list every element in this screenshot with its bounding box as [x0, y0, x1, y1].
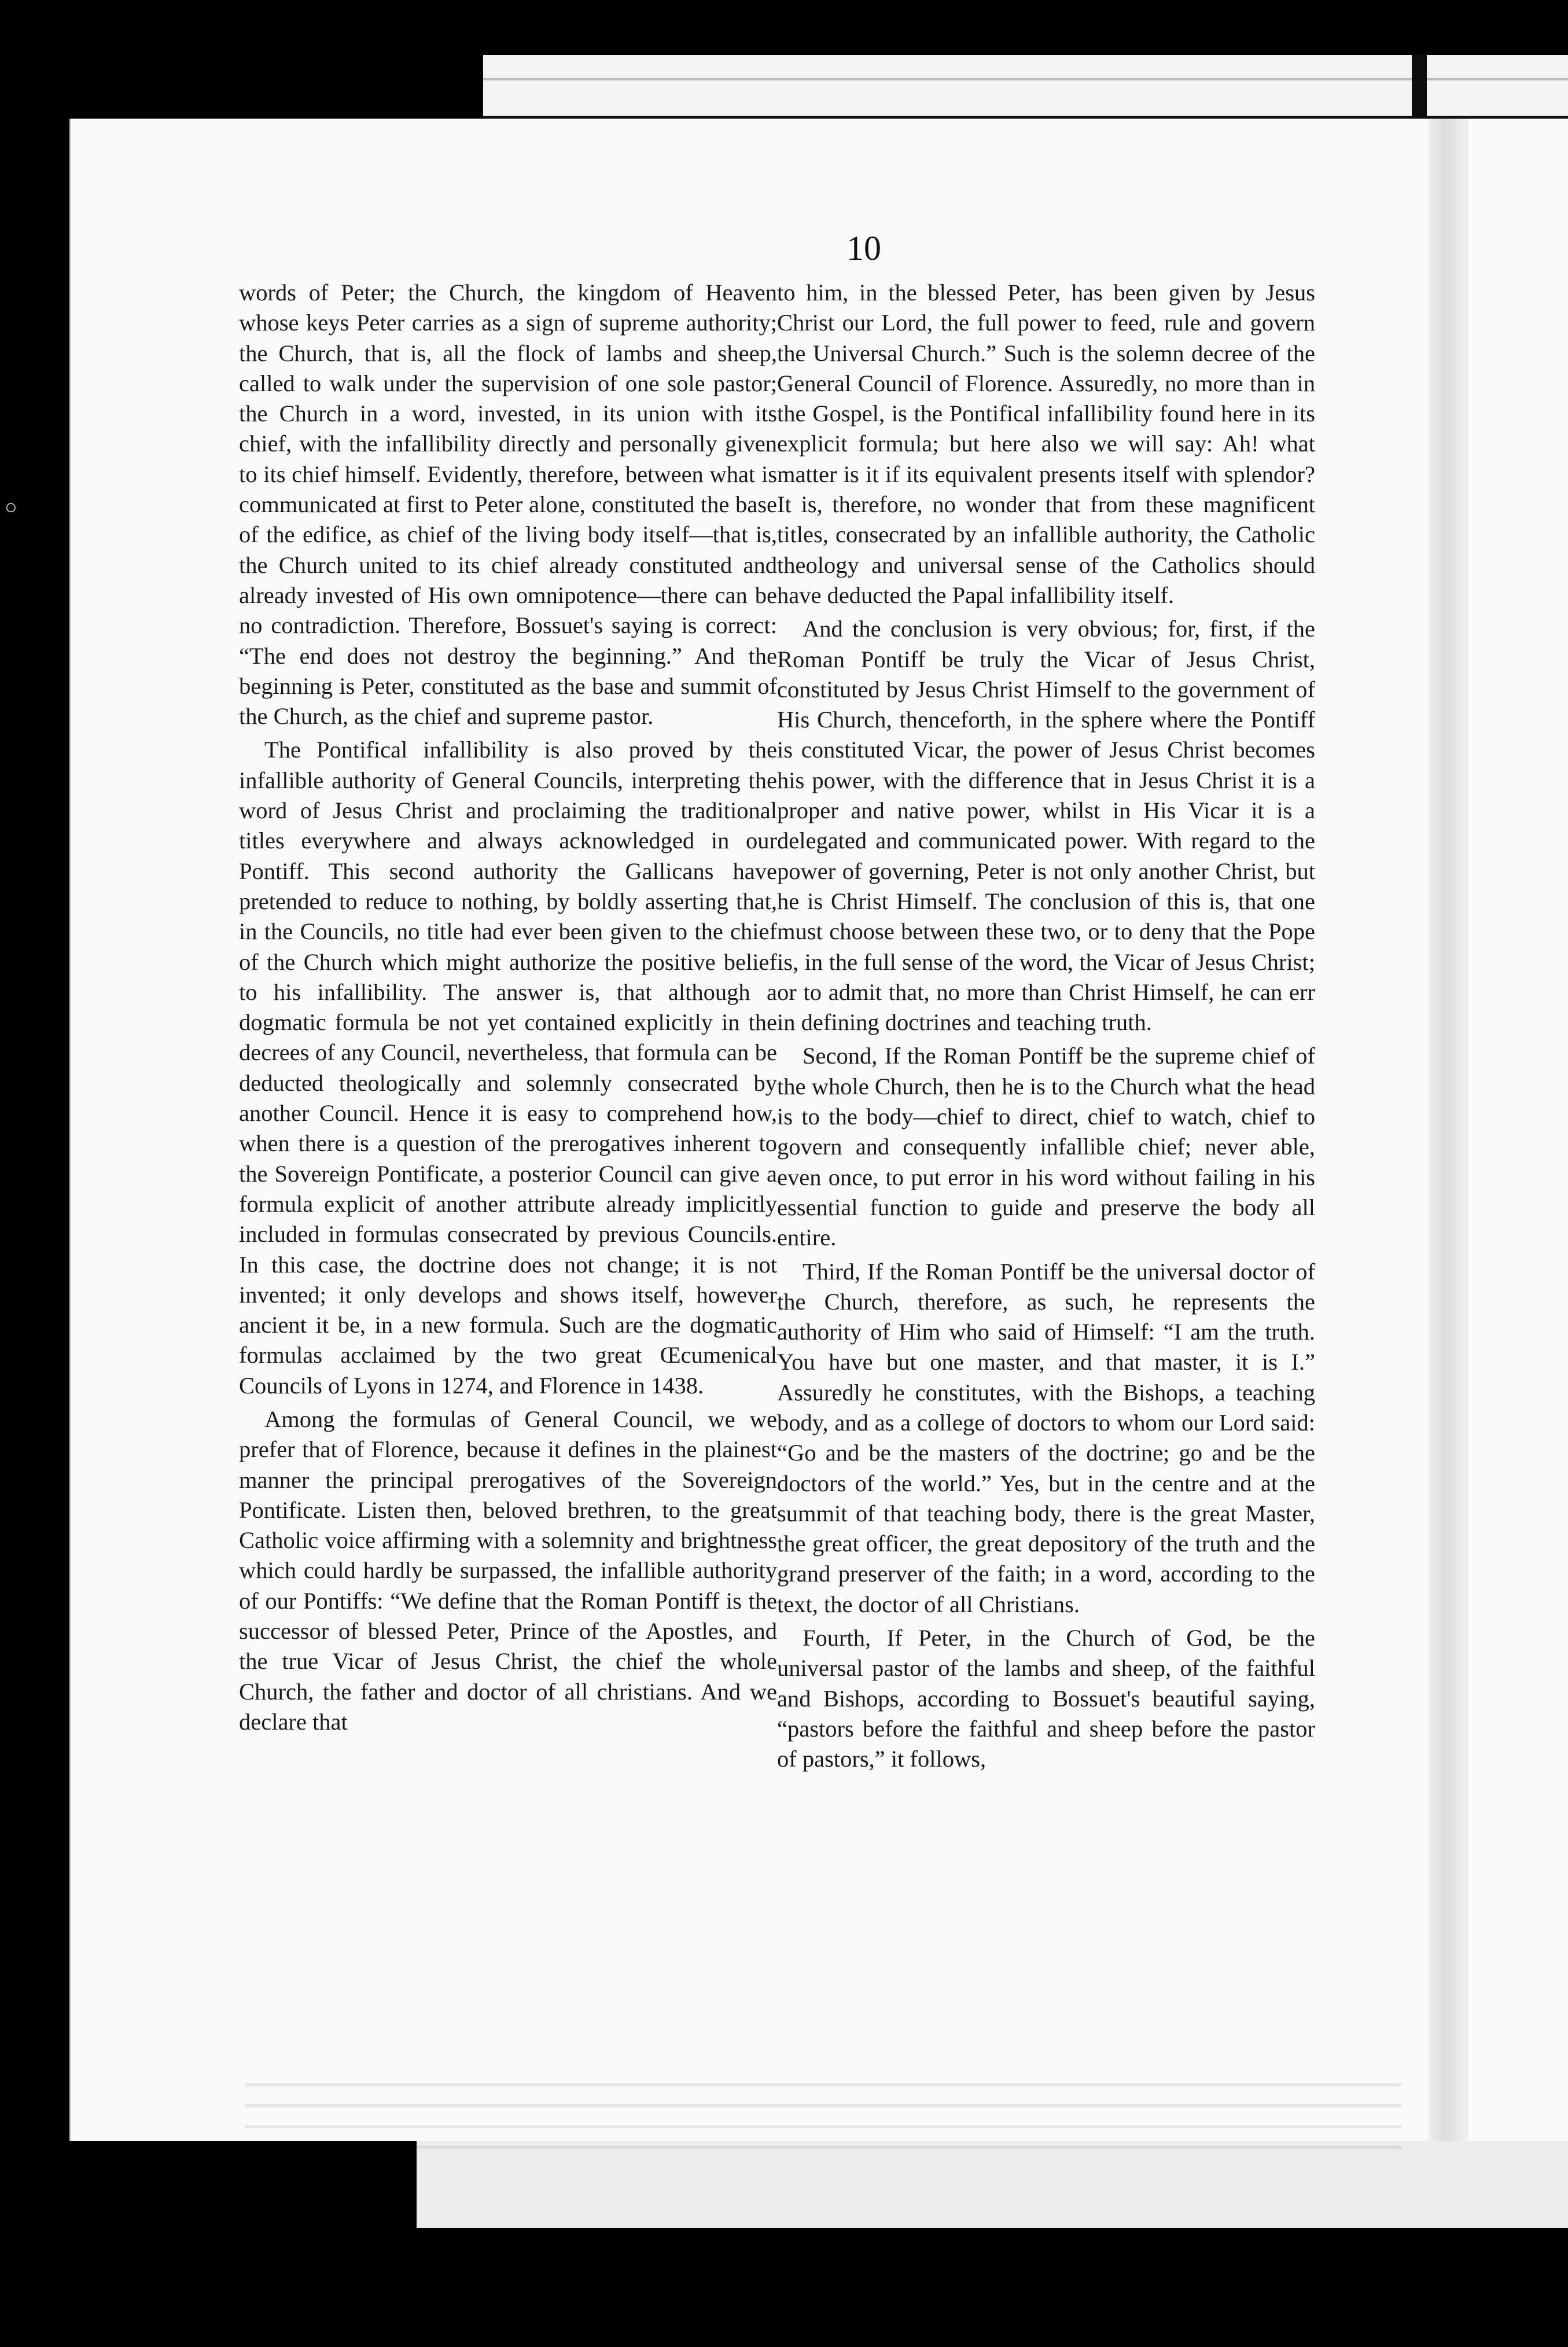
paragraph: Third, If the Roman Pontiff be the universal doctor of the Church, therefore, as such, he represents the authority of Him who said of Himself: “I am the truth. You have but one master, and that master, it is I.” Assuredly he constitutes, with the Bishops, a teaching body, and as a college of doctors to whom our Lord said: “Go and be the masters of the doctrine; go and be the doctors of the world.” Yes, but in the centre and at the summit of that teaching body, there is the great Master, the great officer, the great depository of the truth and the grand preserver of the faith; in a word, according to the text, the doctor of all Christians. — [777, 1258, 1315, 1617]
scanner-top-line — [483, 78, 1568, 80]
paragraph: The Pontifical infallibility is also proved by the infallible authority of General Councils, interpreting the word of Jesus Christ and proclaiming the traditional titles everywhere and always acknowledged in our Pontiff. This second authority the Gallicans have pretended to reduce to nothing, by boldly asserting that, in the Councils, no title had ever been given to the chief of the Church which might authorize the positive belief to his infallibility. The answer is, that although a dogmatic formula be not yet contained explicitly in the decrees of any Council, nevertheless, that formula can be deducted theologically and solemnly consecrated by another Council. Hence it is easy to comprehend how, when there is a question of the prerogatives inherent to the Sovereign Pontificate, a posterior Council can give a formula explicit of another attribute already implicitly included in formulas consecrated by previous Councils. In this case, the doctrine does not change; it is not invented; it only develops and shows itself, however ancient it be, in a new formula. Such are the dogmatic formulas acclaimed by the two great Œcumenical Councils of Lyons in 1274, and Florence in 1438. — [239, 737, 777, 1399]
scanner-bar — [1412, 55, 1427, 124]
left-column — [239, 278, 777, 1737]
page-fold — [1428, 119, 1468, 2141]
page-number: 10 — [846, 229, 881, 267]
paragraph: And the conclusion is very obvious; for, first, if the Roman Pontiff be truly the Vicar of Jesus Christ, constituted by Jesus Christ Himself to the government of His Church, thenceforth, in the sphere where the Pontiff is constituted Vicar, the power of Jesus Christ becomes his power, with the difference that in Jesus Christ it is a proper and native power, whilst in His Vicar it is a delegated and communicated power. With regard to the power of governing, Peter is not only another Christ, but he is Christ Himself. The conclusion of this is, that one must choose between these two, or to deny that the Pope is, in the full sense of the word, the Vicar of Jesus Christ; or to admit that, no more than Christ Himself, he can err in defining doctrines and teaching truth. — [777, 616, 1315, 1036]
paragraph: Fourth, If Peter, in the Church of God, be the universal pastor of the lambs and sheep, of the faithful and Bishops, according to Bossuet's beautiful saying, “pastors before the faithful and sheep before the pastor of pastors,” it follows, — [777, 1625, 1315, 1772]
stray-mark: ○ — [5, 495, 17, 518]
paragraph: words of Peter; the Church, the kingdom of Heaven whose keys Peter carries as a sign of supreme authority; the Church, that is, all the flock of lambs and sheep, called to walk under the supervision of one sole pastor; the Church in a word, invested, in its union with its chief, with the infallibility directly and personally given to its chief himself. Evidently, therefore, between what is communicated at first to Peter alone, constituted the base of the edifice, as chief of the living body itself—that is, the Church united to its chief already constituted and already invested of His own omnipotence—there can be no contradiction. Therefore, Bossuet's saying is correct: “The end does not destroy the beginning.” And the beginning is Peter, constituted as the base and summit of the Church, as the chief and supreme pastor. — [239, 279, 777, 730]
paragraph: to him, in the blessed Peter, has been given by Jesus Christ our Lord, the full power to feed, rule and govern the Universal Church.” Such is the solemn decree of the General Council of Florence. Assuredly, no more than in the Gospel, is the Pontifical infallibility found here in its explicit formula; but here also we will say: Ah! what matter is it if its equivalent presents itself with splendor? It is, therefore, no wonder that from these magnificent titles, consecrated by an infallible authority, the Catholic theology and universal sense of the Catholics should have deducted the Papal infallibility itself. — [777, 279, 1315, 608]
paragraph: Second, If the Roman Pontiff be the supreme chief of the whole Church, then he is to the Church what the head is to the body—chief to direct, chief to watch, chief to govern and consequently infallible chief; never able, even once, to put error in his word without failing in his essential function to guide and preserve the body all entire. — [777, 1043, 1315, 1251]
paragraph: Among the formulas of General Council, we we prefer that of Florence, because it defines in the plainest manner the principal prerogatives of the Sovereign Pontificate. Listen then, beloved brethren, to the great Catholic voice affirming with a solemnity and brightness which could hardly be surpassed, the infallible authority of our Pontiffs: “We define that the Roman Pontiff is the successor of blessed Peter, Prince of the Apostles, and the true Vicar of Jesus Christ, the chief the whole Church, the father and doctor of all christians. And we declare that — [239, 1406, 777, 1735]
scanner-top-strip — [483, 55, 1568, 122]
bleed-through — [245, 2083, 1402, 2158]
document-page — [69, 119, 1568, 2141]
right-column — [777, 278, 1315, 1775]
